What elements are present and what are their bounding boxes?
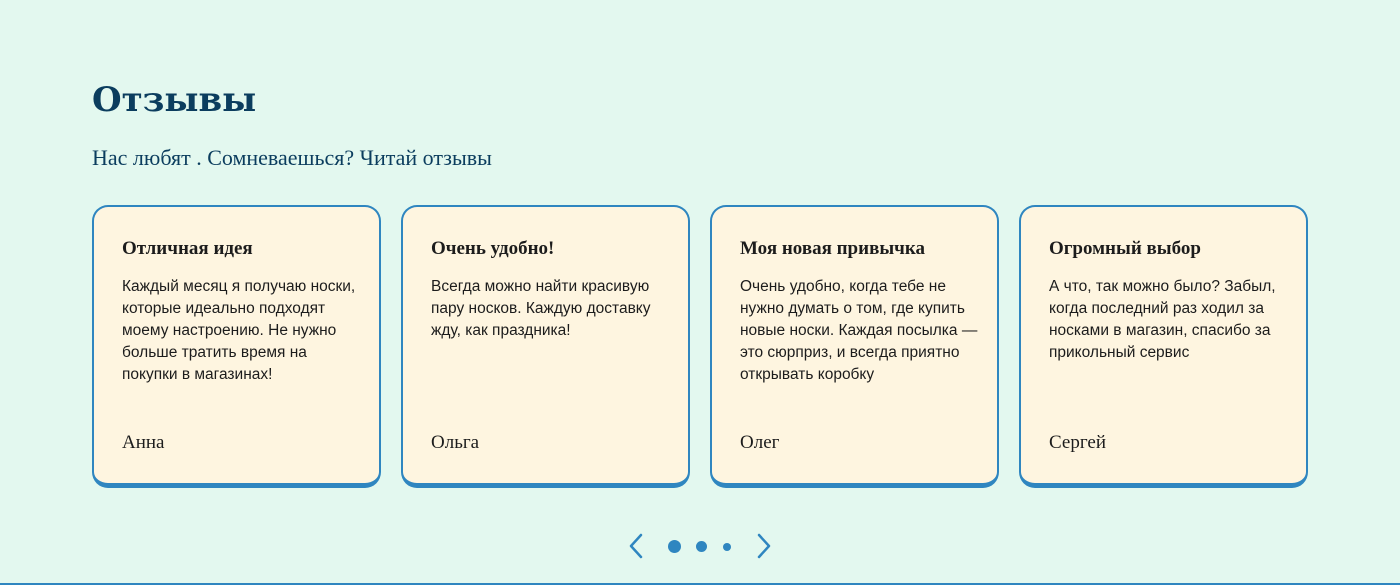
review-text: Очень удобно, когда тебе не нужно думать о том, где купить новые носки. Каждая посылка — это сюрприз, и всегда приятно открывать коробку: [740, 278, 978, 383]
review-card: [92, 205, 381, 488]
pager-dot[interactable]: [723, 543, 731, 551]
next-button[interactable]: [752, 532, 774, 560]
review-card: [710, 205, 999, 488]
review-title: Огромный выбор: [1049, 238, 1201, 259]
section-subtitle: Нас любят . Сомневаешься? Читай отзывы: [92, 145, 492, 170]
chevron-right-icon: [752, 532, 774, 560]
review-title: Отличная идея: [122, 238, 253, 259]
pager-dot[interactable]: [696, 541, 707, 552]
review-text: Всегда можно найти красивую пару носков. Каждую доставку жду, как праздника!: [431, 278, 651, 339]
pager-dot-active[interactable]: [668, 540, 681, 553]
review-author: Сергей: [1049, 432, 1106, 453]
section-title: Отзывы: [92, 80, 257, 120]
review-title: Моя новая привычка: [740, 238, 926, 259]
review-author: Анна: [122, 432, 165, 453]
reviews-carousel: [92, 205, 1308, 488]
review-text: А что, так можно было? Забыл, когда последний раз ходил за носками в магазин, спасибо за прикольный сервис: [1049, 278, 1276, 361]
carousel-pager: [626, 532, 776, 562]
review-author: Олег: [740, 432, 780, 453]
prev-button[interactable]: [626, 532, 648, 560]
chevron-left-icon: [626, 532, 648, 560]
review-card: [1019, 205, 1308, 488]
review-text: Каждый месяц я получаю носки, которые идеально подходят моему настроению. Не нужно больше тратить время на покупки в магазинах!: [122, 278, 356, 383]
review-card: [401, 205, 690, 488]
review-title: Очень удобно!: [431, 238, 555, 259]
review-author: Ольга: [431, 432, 480, 453]
